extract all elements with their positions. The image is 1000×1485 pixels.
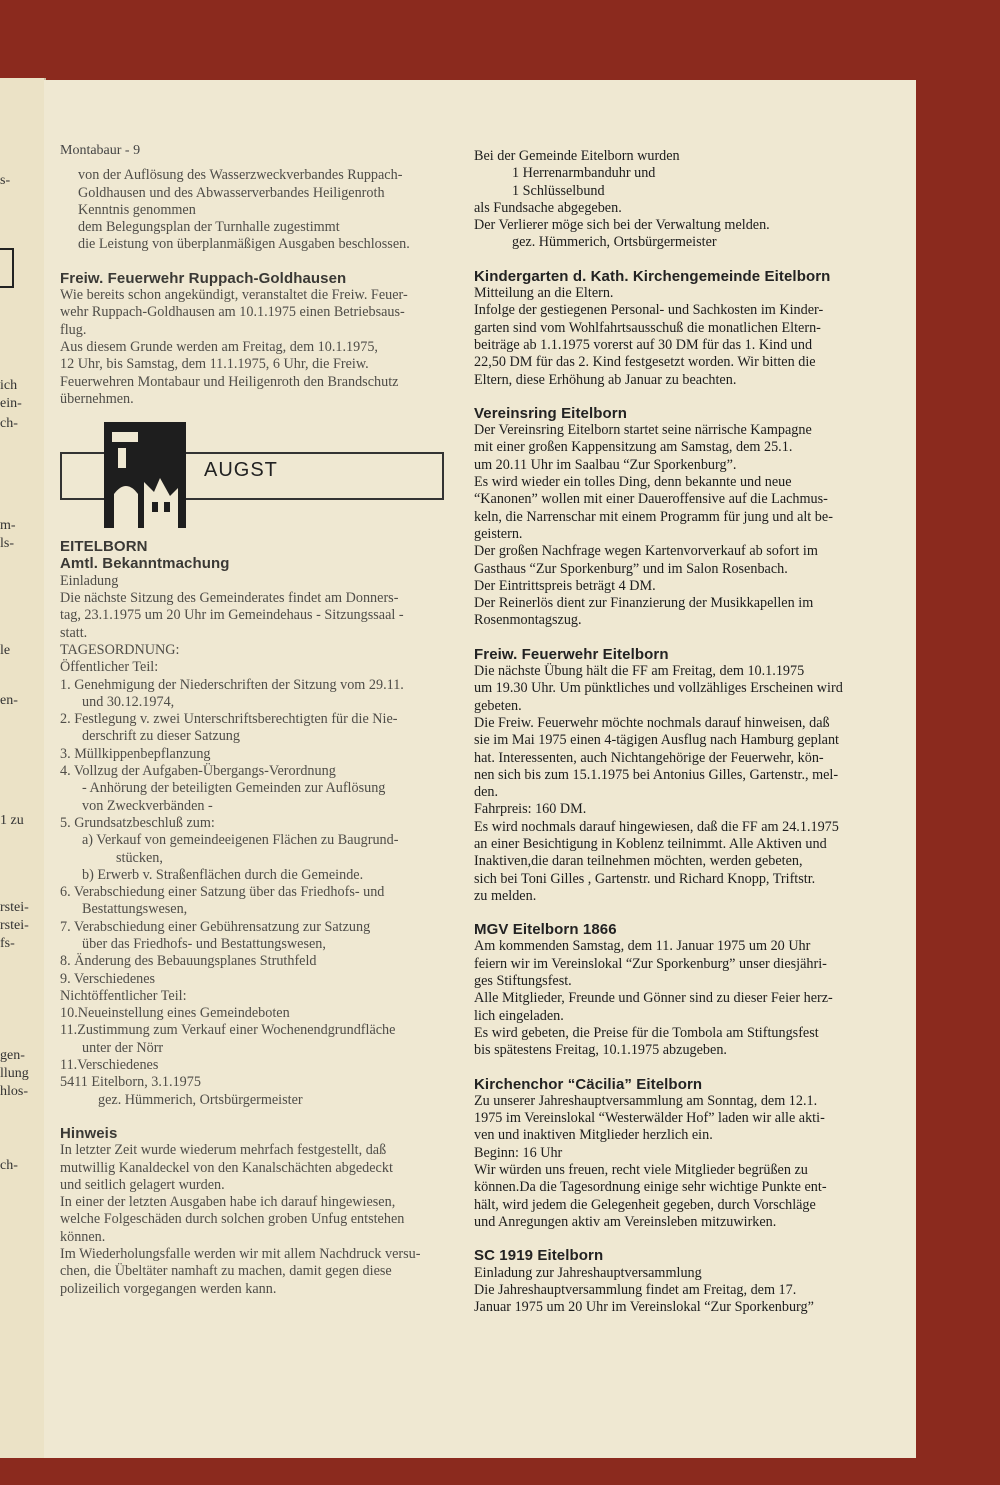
text-line: b) Erwerb v. Straßenflächen durch die Gemeinde. bbox=[82, 866, 364, 883]
text-line: Infolge der gestiegenen Personal- und Sachkosten im Kinder- bbox=[474, 302, 824, 319]
text-line: 3. Müllkippenbepflanzung bbox=[60, 745, 211, 762]
kirchenchor-body bbox=[474, 1093, 894, 1231]
hinweis-body bbox=[60, 1142, 460, 1298]
mgv-heading: MGV Eitelborn 1866 bbox=[474, 921, 617, 939]
text-line: Einladung bbox=[60, 572, 119, 589]
text-line: Die Jahreshauptversammlung findet am Freitag, dem 17. bbox=[474, 1281, 797, 1298]
fundsache-block bbox=[474, 148, 894, 252]
text-line: keln, die Narrenschar mit einem Programm für jung und alt be- bbox=[474, 508, 833, 525]
binding-text-fragment: gen- bbox=[0, 1048, 25, 1063]
text-line: In einer der letzten Ausgaben habe ich darauf hingewiesen, bbox=[60, 1194, 396, 1211]
text-line: tag, 23.1.1975 um 20 Uhr im Gemeindehaus - Sitzungssaal - bbox=[60, 607, 404, 624]
text-line: mutwillig Kanaldeckel von den Kanalschächten abgedeckt bbox=[60, 1159, 393, 1176]
text-line: 1 Schlüsselbund bbox=[512, 182, 605, 199]
text-line: Die nächste Übung hält die FF am Freitag, dem 10.1.1975 bbox=[474, 663, 805, 680]
text-line: statt. bbox=[60, 624, 88, 641]
text-line: 9. Verschiedenes bbox=[60, 970, 156, 987]
text-line: geistern. bbox=[474, 525, 523, 542]
binding-text-fragment: m- bbox=[0, 518, 16, 533]
banner-word: AUGST bbox=[204, 459, 278, 482]
text-line: 1. Genehmigung der Niederschriften der Sitzung vom 29.11. bbox=[60, 676, 404, 693]
text-line: 11.Zustimmung zum Verkauf einer Wochenendgrundfläche bbox=[60, 1022, 396, 1039]
right-column bbox=[474, 148, 894, 1316]
text-line: - Anhörung der beteiligten Gemeinden zur Auflösung bbox=[82, 780, 386, 797]
text-line: “Kanonen” wollen mit einer Daueroffensive auf die Lachmus- bbox=[474, 491, 828, 508]
text-line: a) Verkauf von gemeindeeigenen Flächen zu Baugrund- bbox=[82, 832, 399, 849]
text-line: die Leistung von überplanmäßigen Ausgaben beschlossen. bbox=[78, 236, 410, 253]
text-line: Bei der Gemeinde Eitelborn wurden bbox=[474, 148, 680, 164]
binding-text-fragment: 1 zu bbox=[0, 813, 24, 828]
text-line: Die Freiw. Feuerwehr möchte nochmals darauf hinweisen, daß bbox=[474, 714, 830, 731]
text-line: beiträge ab 1.1.1975 vorerst auf 30 DM für das 1. Kind und bbox=[474, 336, 813, 353]
text-line: gebeten. bbox=[474, 697, 522, 714]
text-line: Eltern, diese Erhöhung ab Januar zu beachten. bbox=[474, 371, 737, 388]
text-line: von der Auflösung des Wasserzweckverbandes Ruppach- bbox=[78, 167, 403, 184]
text-line: Die nächste Sitzung des Gemeinderates findet am Donners- bbox=[60, 590, 399, 607]
text-line: 11.Verschiedenes bbox=[60, 1057, 159, 1074]
kirchenchor-heading: Kirchenchor “Cäcilia” Eitelborn bbox=[474, 1075, 703, 1093]
text-line: gez. Hümmerich, Ortsbürgermeister bbox=[512, 234, 717, 251]
intro-block bbox=[60, 167, 460, 253]
text-line: können. bbox=[60, 1228, 106, 1245]
sc-body bbox=[474, 1265, 894, 1317]
binding-text-fragment: rstei- bbox=[0, 918, 29, 933]
text-line: Wie bereits schon angekündigt, veranstaltet die Freiw. Feuer- bbox=[60, 287, 408, 304]
text-line: 1 Herrenarmbanduhr und bbox=[512, 165, 656, 182]
previous-page-edge bbox=[0, 78, 46, 1458]
text-line: unter der Nörr bbox=[82, 1039, 164, 1056]
agenda-list bbox=[60, 677, 460, 1109]
feuerwehr-eitelborn-heading: Freiw. Feuerwehr Eitelborn bbox=[474, 645, 669, 663]
text-line: bis spätestens Freitag, 10.1.1975 abzugeben. bbox=[474, 1042, 727, 1059]
text-line: Beginn: 16 Uhr bbox=[474, 1144, 563, 1161]
text-line: 2. Festlegung v. zwei Unterschriftsberechtigten für die Nie- bbox=[60, 711, 398, 728]
text-line: Der großen Nachfrage wegen Kartenvorverkauf ab sofort im bbox=[474, 543, 818, 560]
text-line: Der Verlierer möge sich bei der Verwaltung melden. bbox=[474, 217, 770, 234]
binding-text-fragment: ls- bbox=[0, 536, 14, 551]
text-line: Es wird nochmals darauf hingewiesen, daß die FF am 24.1.1975 bbox=[474, 818, 839, 835]
text-line: Öffentlicher Teil: bbox=[60, 659, 159, 676]
town-heading: EITELBORN bbox=[60, 538, 148, 556]
feuerwehr-ruppach-heading: Freiw. Feuerwehr Ruppach-Goldhausen bbox=[60, 269, 347, 287]
amtl-body bbox=[60, 573, 460, 677]
kindergarten-heading: Kindergarten d. Kath. Kirchengemeinde Eitelborn bbox=[474, 267, 831, 285]
text-line: hat. Interessenten, auch Nichtangehörige der Feuerwehr, kön- bbox=[474, 749, 824, 766]
text-line: polizeilich vorgegangen werden kann. bbox=[60, 1280, 277, 1297]
text-line: sie im Mai 1975 einen 4-tägigen Ausflug nach Hamburg geplant bbox=[474, 732, 839, 749]
binding-text-fragment: ich bbox=[0, 378, 18, 393]
text-line: dem Belegungsplan der Turnhalle zugestimmt bbox=[78, 219, 340, 236]
text-line: Rosenmontagszug. bbox=[474, 612, 582, 629]
vereinsring-heading: Vereinsring Eitelborn bbox=[474, 404, 627, 422]
text-line: Mitteilung an die Eltern. bbox=[474, 285, 614, 302]
hinweis-heading: Hinweis bbox=[60, 1124, 118, 1142]
text-line: TAGESORDNUNG: bbox=[60, 641, 180, 658]
text-line: 7. Verabschiedung einer Gebührensatzung zur Satzung bbox=[60, 918, 371, 935]
text-line: Zu unserer Jahreshauptversammlung am Sonntag, dem 12.1. bbox=[474, 1092, 818, 1109]
text-line: 6. Verabschiedung einer Satzung über das Friedhofs- und bbox=[60, 884, 385, 901]
text-line: garten sind vom Wohlfahrtsausschuß die monatlichen Eltern- bbox=[474, 319, 821, 336]
binding-text-fragment: llung bbox=[0, 1066, 29, 1081]
text-line: übernehmen. bbox=[60, 390, 134, 407]
binding-text-fragment: fs- bbox=[0, 936, 15, 951]
text-line: von Zweckverbänden - bbox=[82, 797, 213, 814]
town-banner bbox=[60, 422, 460, 530]
text-line: welche Folgeschäden durch solchen groben Unfug entstehen bbox=[60, 1211, 405, 1228]
text-line: flug. bbox=[60, 321, 87, 338]
text-line: sich bei Toni Gilles , Gartenstr. und Richard Knopp, Triftstr. bbox=[474, 870, 816, 887]
text-line: Der Eintrittspreis beträgt 4 DM. bbox=[474, 577, 656, 594]
text-line: und Anregungen aktiv am Vereinsleben mitzuwirken. bbox=[474, 1213, 777, 1230]
castle-ruin-icon bbox=[104, 422, 186, 528]
text-line: Fahrpreis: 160 DM. bbox=[474, 801, 587, 818]
text-line: ven und inaktiven Mitglieder herzlich ein. bbox=[474, 1127, 713, 1144]
text-line: und 30.12.1974, bbox=[82, 693, 175, 710]
text-line: chen, die Übeltäter namhaft zu machen, damit gegen diese bbox=[60, 1263, 392, 1280]
text-line: Alle Mitglieder, Freunde und Gönner sind zu dieser Feier herz- bbox=[474, 990, 833, 1007]
text-line: Bestattungswesen, bbox=[82, 901, 188, 918]
text-line: 1975 im Vereinslokal “Westerwälder Hof” laden wir alle akti- bbox=[474, 1110, 825, 1127]
text-line: und seitlich gelagert wurden. bbox=[60, 1176, 225, 1193]
text-line: Am kommenden Samstag, dem 11. Januar 1975 um 20 Uhr bbox=[474, 938, 811, 955]
kindergarten-body bbox=[474, 285, 894, 389]
text-line: Der Vereinsring Eitelborn startet seine närrische Kampagne bbox=[474, 422, 812, 439]
text-line: zu melden. bbox=[474, 887, 537, 904]
binding-text-fragment: en- bbox=[0, 693, 18, 708]
text-line: gez. Hümmerich, Ortsbürgermeister bbox=[98, 1091, 303, 1108]
text-line: können.Da die Tagesordnung einige sehr wichtige Punkte ent- bbox=[474, 1179, 827, 1196]
text-line: 8. Änderung des Bebauungsplanes Struthfeld bbox=[60, 953, 317, 970]
text-line: Inaktiven,die daran teilnehmen möchten, werden gebeten, bbox=[474, 853, 803, 870]
text-line: über das Friedhofs- und Bestattungswesen, bbox=[82, 935, 326, 952]
left-column bbox=[60, 142, 460, 1298]
binding-text-fragment: ein- bbox=[0, 396, 22, 411]
binding-text-fragment: le bbox=[0, 643, 11, 658]
newspaper-page bbox=[44, 80, 916, 1458]
text-line: ges Stiftungsfest. bbox=[474, 973, 572, 990]
binding-text-fragment: ch- bbox=[0, 1158, 18, 1173]
text-line: an einer Besichtigung in Koblenz teilnimmt. Alle Aktiven und bbox=[474, 835, 827, 852]
text-line: feiern wir im Vereinslokal “Zur Sporkenburg” unser diesjähri- bbox=[474, 955, 827, 972]
text-line: Gasthaus “Zur Sporkenburg” und im Salon Rosenbach. bbox=[474, 560, 788, 577]
text-line: den. bbox=[474, 784, 499, 801]
text-line: Januar 1975 um 20 Uhr im Vereinslokal “Zur Sporkenburg” bbox=[474, 1299, 814, 1316]
text-line: Es wird wieder ein tolles Ding, denn bekannte und neue bbox=[474, 474, 792, 491]
text-line: wehr Ruppach-Goldhausen am 10.1.1975 einen Betriebsaus- bbox=[60, 304, 405, 321]
binding-text-fragment: ch- bbox=[0, 416, 18, 431]
text-line: Nichtöffentlicher Teil: bbox=[60, 987, 187, 1004]
text-line: Im Wiederholungsfalle werden wir mit allem Nachdruck versu- bbox=[60, 1246, 421, 1263]
text-line: mit einer großen Kappensitzung am Samstag, dem 25.1. bbox=[474, 439, 793, 456]
box-fragment bbox=[0, 248, 14, 288]
text-line: Der Reinerlös dient zur Finanzierung der Musikkapellen im bbox=[474, 595, 814, 612]
text-line: derschrift zu dieser Satzung bbox=[82, 728, 240, 745]
text-line: 10.Neueinstellung eines Gemeindeboten bbox=[60, 1005, 290, 1022]
mgv-body bbox=[474, 938, 894, 1059]
sc-heading: SC 1919 Eitelborn bbox=[474, 1247, 604, 1265]
text-line: lich eingeladen. bbox=[474, 1007, 564, 1024]
feuerwehr-ruppach-body bbox=[60, 287, 460, 408]
text-line: 4. Vollzug der Aufgaben-Übergangs-Verordnung bbox=[60, 763, 336, 780]
text-line: Aus diesem Grunde werden am Freitag, dem 10.1.1975, bbox=[60, 338, 378, 355]
vereinsring-body bbox=[474, 422, 894, 630]
text-line: 5411 Eitelborn, 3.1.1975 bbox=[60, 1074, 201, 1091]
text-line: Goldhausen und des Abwasserverbandes Heiligenroth bbox=[78, 184, 385, 201]
text-line: 12 Uhr, bis Samstag, dem 11.1.1975, 6 Uhr, die Freiw. bbox=[60, 356, 369, 373]
binding-text-fragment: hlos- bbox=[0, 1084, 28, 1099]
feuerwehr-eitelborn-body bbox=[474, 663, 894, 905]
text-line: In letzter Zeit wurde wiederum mehrfach festgestellt, daß bbox=[60, 1142, 387, 1159]
binding-text-fragment: rstei- bbox=[0, 900, 29, 915]
text-line: Einladung zur Jahreshauptversammlung bbox=[474, 1264, 702, 1281]
text-line: Feuerwehren Montabaur und Heiligenroth den Brandschutz bbox=[60, 373, 399, 390]
text-line: stücken, bbox=[116, 849, 163, 866]
page-folio: Montabaur - 9 bbox=[60, 143, 141, 158]
text-line: Es wird gebeten, die Preise für die Tombola am Stiftungsfest bbox=[474, 1024, 819, 1041]
binding-text-fragment: s- bbox=[0, 173, 11, 188]
text-line: 5. Grundsatzbeschluß zum: bbox=[60, 814, 215, 831]
text-line: Wir würden uns freuen, recht viele Mitglieder begrüßen zu bbox=[474, 1162, 808, 1179]
text-line: um 20.11 Uhr im Saalbau “Zur Sporkenburg”. bbox=[474, 456, 737, 473]
text-line: 22,50 DM für das 2. Kind festgesetzt worden. Wir bitten die bbox=[474, 354, 816, 371]
text-line: um 19.30 Uhr. Um pünktliches und vollzähliges Erscheinen wird bbox=[474, 680, 843, 697]
amtl-heading: Amtl. Bekanntmachung bbox=[60, 555, 230, 573]
text-line: nen sich bis zum 15.1.1975 bei Antonius Gilles, Gartenstr., mel- bbox=[474, 766, 839, 783]
text-line: als Fundsache abgegeben. bbox=[474, 199, 622, 216]
text-line: Kenntnis genommen bbox=[78, 201, 196, 218]
text-line: hält, wird jedem die Gelegenheit gegeben, durch Vorschläge bbox=[474, 1196, 816, 1213]
